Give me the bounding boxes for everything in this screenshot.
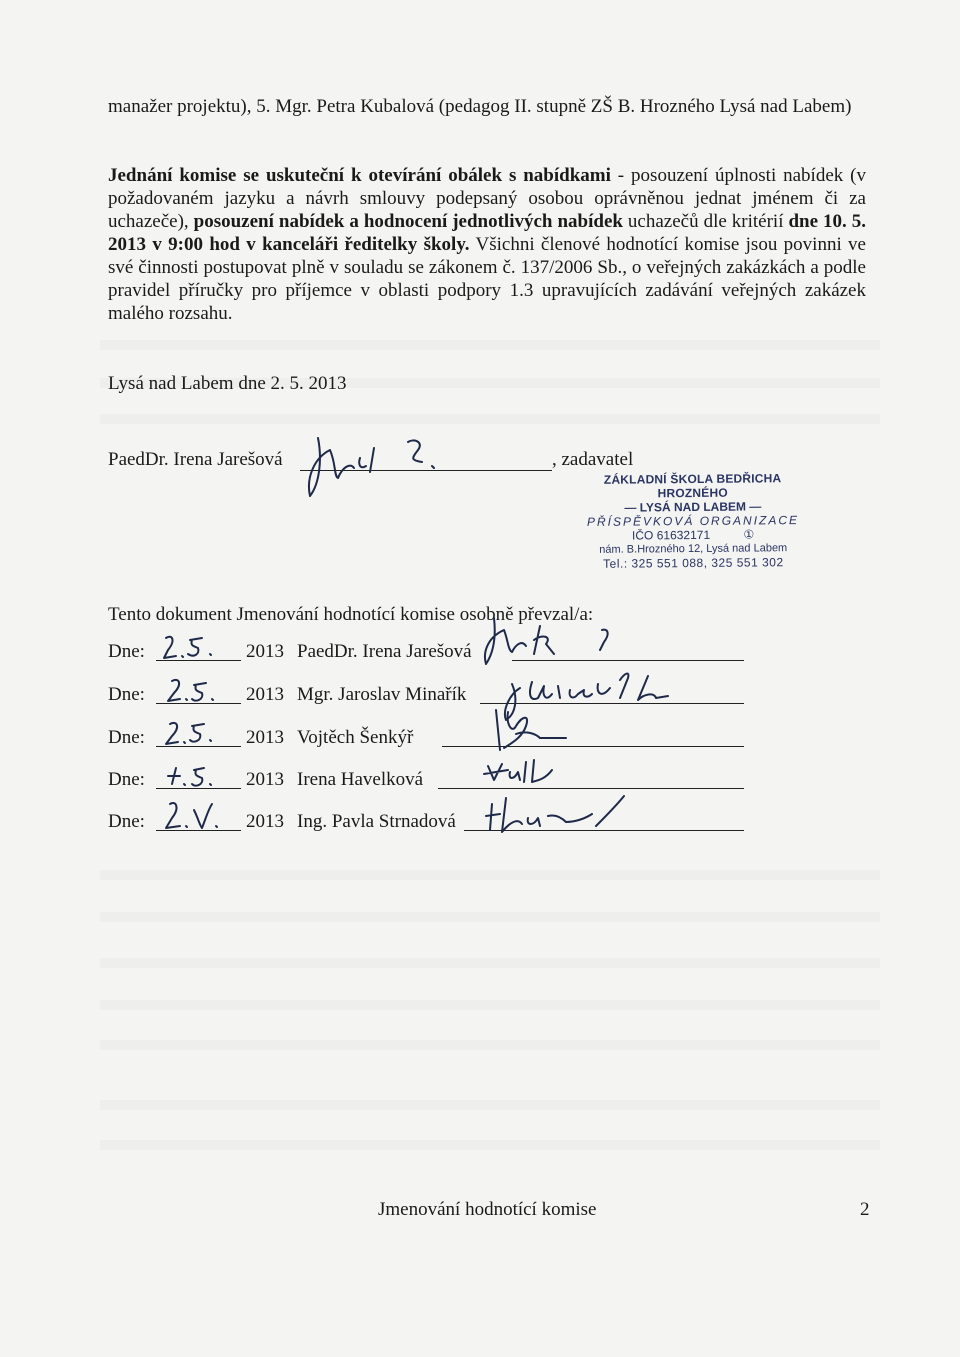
signature-receipt-1 <box>476 610 636 670</box>
receipt-label: Dne: <box>108 811 145 832</box>
receipt-label: Dne: <box>108 727 145 748</box>
handwritten-date-2 <box>150 671 240 707</box>
signer-name: PaedDr. Irena Jarešová <box>108 449 283 470</box>
receipt-year: 2013 <box>246 684 284 705</box>
show-through <box>100 1000 880 1010</box>
show-through <box>100 912 880 922</box>
receipt-label: Dne: <box>108 684 145 705</box>
meeting-bold-2: posouzení nabídek a hodnocení jednotlivých nabídek <box>193 211 623 232</box>
handwritten-date-1 <box>150 628 240 664</box>
receipt-name: Ing. Pavla Strnadová <box>297 811 456 832</box>
receipt-name: Vojtěch Šenkýř <box>297 727 414 748</box>
meeting-bold-3: dne 10. 5. 2013 v 9:00 hod v kanceláři ředitelky školy. <box>108 211 866 255</box>
stamp-line6: Tel.: 325 551 088, 325 551 302 <box>603 555 784 571</box>
receipt-label: Dne: <box>108 641 145 662</box>
stamp-mark: ① <box>743 527 755 542</box>
meeting-text-1: - posouzení úplnosti nabídek (v požadovaném jazyku a návrh smlouvy podepsaný osobou oprávněnou jednat jménem či za uchazeče), <box>108 165 867 232</box>
show-through <box>100 1100 880 1110</box>
show-through <box>100 340 880 350</box>
meeting-bold-1: Jednání komise se uskuteční k otevírání obálek s nabídkami <box>108 165 611 186</box>
place-date: Lysá nad Labem dne 2. 5. 2013 <box>108 373 347 394</box>
receipt-intro: Tento dokument Jmenování hodnotící komise osobně převzal/a: <box>108 604 594 625</box>
stamp-line1: ZÁKLADNÍ ŠKOLA BEDŘICHA HROZNÉHO <box>603 471 782 501</box>
receipt-label: Dne: <box>108 769 145 790</box>
handwritten-date-5 <box>150 796 240 836</box>
receipt-year: 2013 <box>246 641 284 662</box>
stamp-line2: — LYSÁ NAD LABEM — <box>624 499 762 515</box>
receipt-year: 2013 <box>246 811 284 832</box>
receipt-name: Irena Havelková <box>297 769 424 790</box>
show-through <box>100 958 880 968</box>
signature-jaresova <box>300 428 470 508</box>
receipt-name: Mgr. Jaroslav Minařík <box>297 684 467 705</box>
show-through <box>100 1140 880 1150</box>
show-through <box>100 414 880 424</box>
handwritten-date-4 <box>150 756 240 792</box>
meeting-text-3: Všichni členové hodnotící komise jsou povinni ve své činnosti postupovat plně v souladu se zákonem č. 137/2006 Sb., o veřejných zakázkách a podle pravidel příručky pro příjemce v oblasti podpory 1.3 upravujících zadávání veřejných zakázek malého rozsahu. <box>108 234 866 324</box>
show-through <box>100 870 880 880</box>
stamp-line5: nám. B.Hrozného 12, Lysá nad Labem <box>599 542 788 556</box>
receipt-year: 2013 <box>246 769 284 790</box>
signature-receipt-5 <box>476 786 656 846</box>
show-through <box>100 1040 880 1050</box>
signer-role: , zadavatel <box>552 449 634 470</box>
receipt-name: PaedDr. Irena Jarešová <box>297 641 472 662</box>
page-number: 2 <box>860 1199 870 1220</box>
footer-title: Jmenování hodnotící komise <box>378 1199 597 1220</box>
meeting-text-2: uchazečů dle kritérií <box>622 211 789 232</box>
stamp-ico: IČO 61632171 <box>631 527 711 543</box>
school-stamp <box>568 471 819 573</box>
handwritten-date-3 <box>150 714 240 750</box>
stamp-line2-text: LYSÁ NAD LABEM <box>639 499 747 515</box>
meeting-paragraph <box>108 164 866 325</box>
stamp-line3: PŘÍSPĚVKOVÁ ORGANIZACE <box>586 513 800 529</box>
intro-paragraph: manažer projektu), 5. Mgr. Petra Kubalová (pedagog II. stupně ZŠ B. Hrozného Lysá nad Labem) <box>108 96 852 117</box>
receipt-year: 2013 <box>246 727 284 748</box>
